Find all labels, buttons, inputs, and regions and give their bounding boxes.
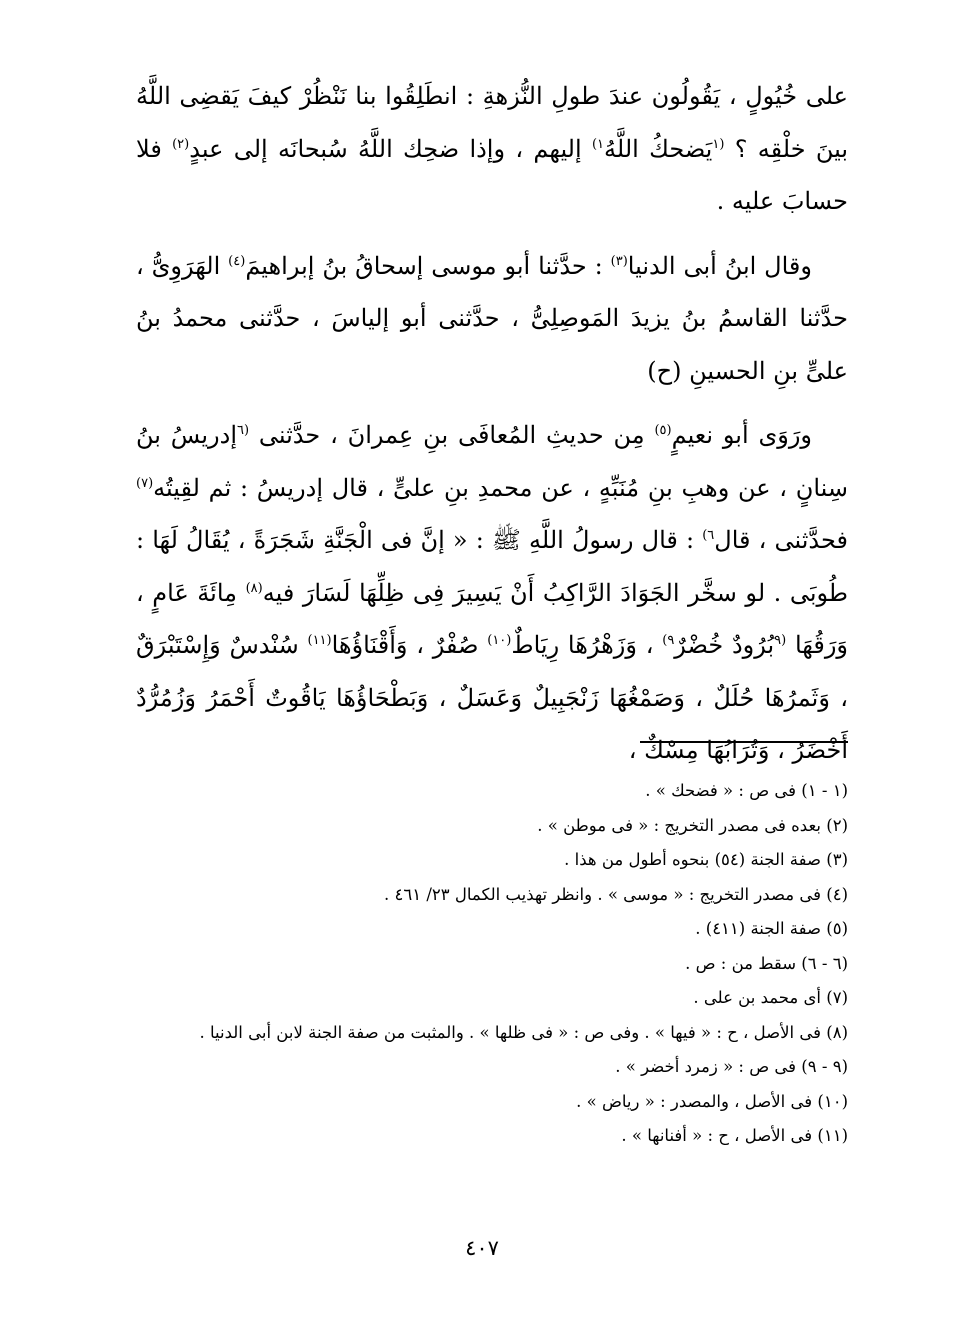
footnote-marker: (٢) [172,136,190,152]
text-run: سُنْدسٌ وَإِسْتَبْرَقٌ ، وَثَمرُهَا حُلَلٌ ، وَصَمْغُهَا زَنْجَبِيلٌ وَعَسَلٌ ، وَبَطْحَاؤُهَا يَاقُوتٌ أَحْمَرُ وَزُمُرُّدٌ أَخْضَرُ ، وَتُرَابُهَا مِسْكٌ ، [136,631,848,764]
footnote: (٣) صفة الجنة (٥٤) بنحوه أطول من هذا . [564,850,848,869]
footnote: (٧) أى محمد بن على . [693,988,848,1007]
footnote: (٥) صفة الجنة (٤١١) . [695,919,848,938]
main-text [136,70,848,777]
footnote-marker: ١) [591,136,605,152]
footnote-marker: (١١) [307,633,332,648]
footnote-separator [640,741,848,743]
text-run: وقال ابنُ أبى الدنيا [627,251,812,280]
footnote-marker: (١ [712,136,725,152]
footnote: (٨) فى الأصل ، ح : « فيها » . وفى ص : « فى ظلها » . والمثبت من صفة الجنة لابن أبى الدنيا . [199,1022,848,1042]
paragraph-1 [136,70,848,228]
footnote: (١١) فى الأصل ، ح : « أفنانها » . [621,1126,848,1145]
footnote: (٦ - ٦) سقط من : ص . [685,953,848,973]
text-run: بُرُودٌ خُضْرٌ [674,631,775,659]
paragraph-2 [136,240,848,398]
text-run: : حدَّثنا أبو موسى إسحاقُ بنُ إبراهيمَ [245,251,611,280]
page-number: ٤٠٧ [465,1236,499,1260]
text-run: الهَرَوِىُّ ، حدَّثنا القاسمُ بنُ يزيدَ المَوصِلِىُّ ، حدَّثنى أبو إلياسَ ، حدَّثنى محمدُ بنُ علىٍّ بنِ الحسينِ (ح) [136,251,848,385]
text-run: مِائَةَ عَامٍ ، وَرَقُهَا [136,578,849,659]
footnote: (١ - ١) فى ص : « فضحك » . [645,781,848,800]
text-run: إدريسُ بنُ سِنانٍ ، عن وهبِ بنِ مُنَبِّهٍ ، عن محمدِ بنِ علىٍّ ، قال إدريسُ : ثم لقِيتُه [136,421,848,502]
footnote-marker: (٨) [245,580,263,596]
footnote-marker: (٧) [136,475,154,491]
text-run: مِن حديثِ المُعافَى بنِ عِمرانَ ، حدَّثنى [249,421,655,449]
text-run: يَضحكُ اللَّهُ [604,134,713,163]
text-run: صُفْرٌ ، وَأَقْنَاؤُهَا [331,631,488,659]
text-run: ورَوَى أبو نعيمٍ [671,421,813,449]
footnote: (٢) بعده فى مصدر التخريج : « فى موطن » . [537,815,848,835]
footnote-marker: (٣) [610,253,628,269]
footnote-marker: (٦ [237,423,250,438]
footnote-marker: (٤) [228,253,246,269]
footnote: (٩ - ٩) فى ص : « زمرد أخضر » . [615,1057,848,1076]
text-run: إليهم ، وإذا ضحِك اللَّهُ سُبحانَه إلى عبدٍ [189,134,592,163]
text-run: ، وَزَهْرُهَا رِيَاطٌ [511,631,663,659]
footnote: (٤) فى مصدر التخريج : « موسى » . وانظر تهذيب الكمال ٢٣/ ٤٦١ . [384,884,848,904]
paragraph-3 [136,409,848,777]
footnotes [120,774,848,1154]
text-run: على خُيُولٍ ، يَقُولُون عندَ طولِ النُّزهةِ : انطَلِقُوا بنا نَنْظُرْ كيفَ يَقضِى اللَّهُ بينَ خلْقِه ؟ [136,82,849,163]
text-run: فلا حسابَ عليه . [136,134,848,215]
footnote-marker: (١٠) [487,633,512,648]
footnote-marker: (٥) [654,423,672,438]
text-run: فحدَّثنى ، قال [714,526,848,554]
text-run: : قال رسولُ اللَّهِ ﷺ : « إنَّ فى الْجَنَّةِ شَجَرَةً ، يُقَالُ لَهَا : طُوبَى . لو سخَّر الجَوَادَ الرَّاكِبُ أَنْ يَسِيرَ فِى ظِلِّهَا لَسَارَ فيه [136,526,849,607]
footnote-marker: (٩ [774,633,787,648]
footnote-marker: ٩) [662,633,675,648]
footnote-marker: ٦) [702,528,715,543]
footnote: (١٠) فى الأصل ، والمصدر : « رياض » . [576,1091,848,1111]
